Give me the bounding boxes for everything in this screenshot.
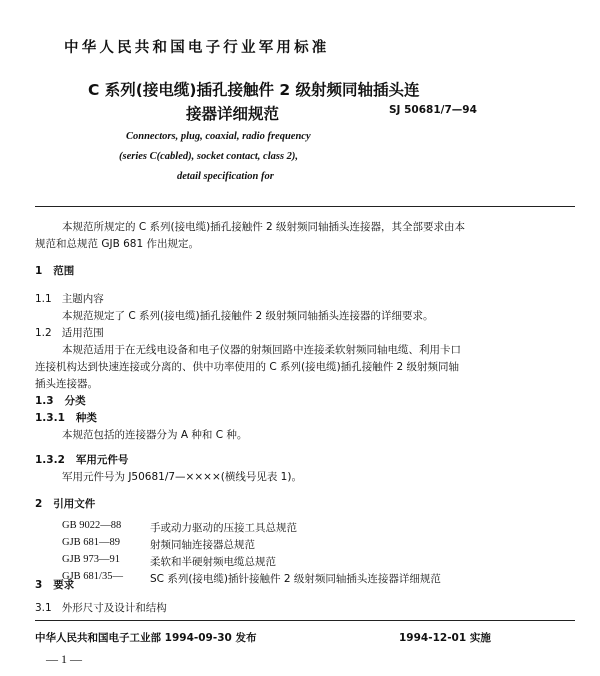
reference-title: 手或动力驱动的压接工具总规范 [150,522,297,534]
english-title-line-1: Connectors, plug, coaxial, radio frequency [126,131,311,142]
english-title-line-3: detail specification for [177,171,274,182]
section-number: 1.3 [35,395,54,407]
section-number: 1.3.2 [35,454,65,466]
page-number: — 1 — [46,652,82,666]
section-1-2-heading [35,325,104,340]
section-title: 范围 [53,265,75,277]
section-1-3-1-heading [35,410,97,425]
section-title: 要求 [53,579,75,591]
english-title-line-2: (series C(cabled), socket contact, class 2), [119,151,299,162]
section-1-3-heading [35,393,86,408]
section-1-3-2-heading [35,452,128,467]
reference-code: GJB 681/35— [62,571,123,582]
footer-divider [35,620,575,621]
section-title: 引用文件 [53,498,96,510]
section-number: 1.2 [35,327,52,339]
section-3-1-heading [35,600,167,615]
reference-title: 射频同轴连接器总规范 [150,539,255,551]
header-divider [35,206,575,207]
reference-code: GJB 681—89 [62,537,121,548]
standard-series-header: 中华人民共和国电子行业军用标准 [64,40,330,56]
standard-code: SJ 50681/7—94 [389,104,477,116]
document-title-line-1: C 系列(接电缆)插孔接触件 2 级射频同轴插头连 [88,81,420,99]
section-number: 3.1 [35,602,52,614]
section-1-1-heading [35,291,104,306]
section-2-heading [35,496,95,511]
section-title: 军用元件号 [75,454,129,466]
issue-date: 中华人民共和国电子工业部 1994-09-30 发布 [35,632,257,644]
section-title: 外形尺寸及设计和结构 [61,602,167,614]
intro-line-1: 本规范所规定的 C 系列(接电缆)插孔接触件 2 级射频同轴插头连接器，其全部要求由本 [62,221,466,233]
section-title: 分类 [64,395,86,407]
section-1-1-text: 本规范规定了 C 系列(接电缆)插孔接触件 2 级射频同轴插头连接器的详细要求。 [62,310,434,322]
reference-code: GB 9022—88 [62,520,122,531]
section-1-heading [35,263,74,278]
section-title: 适用范围 [61,327,104,339]
section-number: 3 [35,579,43,591]
section-number: 1 [35,265,43,277]
section-number: 1.1 [35,293,52,305]
section-1-3-1-text: 本规范包括的连接器分为 A 种和 C 种。 [62,429,248,441]
reference-title: SC 系列(接电缆)插针接触件 2 级射频同轴插头连接器详细规范 [150,573,441,585]
section-1-2-line-3: 插头连接器。 [35,378,98,390]
section-title: 种类 [75,412,97,424]
section-1-2-line-2: 连接机构达到快速连接或分离的、供中功率使用的 C 系列(接电缆)插孔接触件 2 级射频同轴 [35,361,460,373]
document-title-line-2: 接器详细规范 [186,105,280,123]
section-1-3-2-text: 军用元件号为 J50681/7—××××(横线号见表 1)。 [62,471,302,483]
section-1-2-line-1: 本规范适用于在无线电设备和电子仪器的射频回路中连接柔软射频同轴电缆、利用卡口 [62,344,461,356]
intro-line-2: 规范和总规范 GJB 681 作出规定。 [35,238,199,250]
effective-date: 1994-12-01 实施 [399,632,491,644]
section-number: 2 [35,498,43,510]
reference-title: 柔软和半硬射频电缆总规范 [150,556,276,568]
section-number: 1.3.1 [35,412,65,424]
section-3-heading [35,577,74,592]
reference-code: GJB 973—91 [62,554,121,565]
section-title: 主题内容 [61,293,104,305]
